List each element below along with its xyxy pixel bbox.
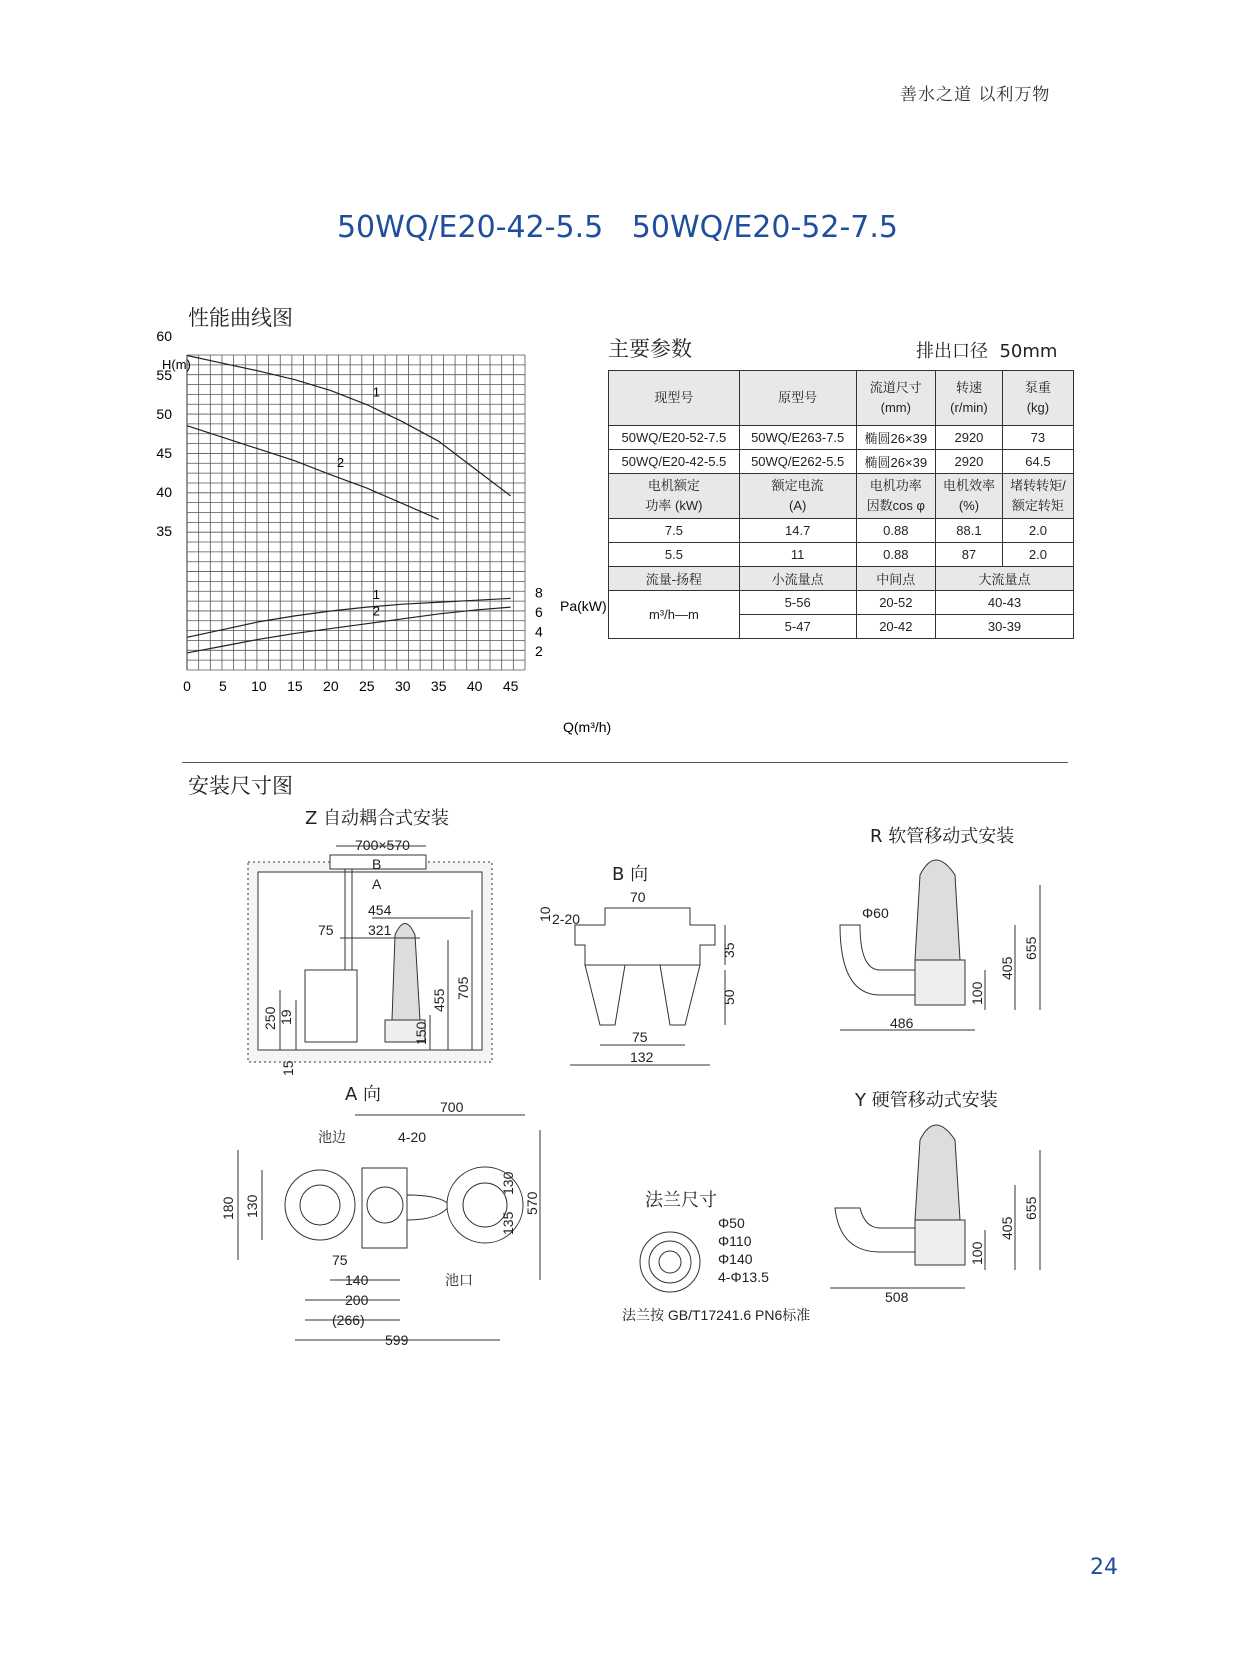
table-row (609, 519, 1074, 543)
drawing-a-title: A 向 (345, 1084, 382, 1105)
table-cell: 2920 (936, 426, 1003, 450)
dim-b-6: 132 (630, 1049, 654, 1065)
chart-curves (187, 356, 511, 653)
table-cell: 2920 (936, 450, 1003, 474)
dim-flange-3: 4-Φ13.5 (718, 1269, 769, 1285)
flange-title: 法兰尺寸 (645, 1190, 717, 1211)
table-header-row (609, 567, 1074, 591)
dim-a-11: (266) (332, 1312, 365, 1328)
params-table (608, 370, 1074, 639)
dim-r-4: 486 (890, 1015, 914, 1031)
drawing-y-title: Y 硬管移动式安装 (855, 1090, 998, 1111)
dim-z-11: 15 (280, 1060, 296, 1076)
table-cell: 0.88 (856, 543, 936, 567)
flow-axis-label: Q(m³/h) (563, 719, 612, 735)
power-curve-label-1: 1 (372, 587, 381, 603)
dim-a-4: 130 (244, 1194, 260, 1218)
dim-z-5: 75 (318, 922, 334, 938)
table-cell: 20-52 (856, 591, 936, 615)
table-cell: 40-43 (936, 591, 1074, 615)
x-tick-label: 10 (251, 678, 267, 694)
head-tick-label: 35 (156, 523, 172, 539)
table-cell: 11 (739, 543, 856, 567)
drawing-flange (622, 1190, 810, 1323)
dim-a-7: 570 (524, 1191, 540, 1215)
drawing-z-title: Z 自动耦合式安装 (305, 808, 450, 829)
head-curve-label-1: 1 (372, 384, 381, 400)
table-header-cell: 大流量点 (936, 567, 1074, 591)
page-number: 24 (1090, 1555, 1118, 1580)
table-cell: 30-39 (936, 615, 1074, 639)
dim-a-0: 700 (440, 1099, 464, 1115)
table-header-cell: 电机功率 因数cos φ (856, 474, 936, 519)
table-cell: 88.1 (936, 519, 1003, 543)
performance-chart (150, 328, 620, 740)
x-tick-label: 5 (219, 678, 227, 694)
dim-flange-2: Φ140 (718, 1251, 753, 1267)
dim-b-0: 10 (537, 906, 553, 922)
dim-r-2: 655 (1023, 936, 1039, 960)
table-row (609, 450, 1074, 474)
head-tick-label: 55 (156, 367, 172, 383)
dim-z-3: 454 (368, 902, 392, 918)
x-tick-label: 35 (430, 678, 447, 694)
table-header-cell: 转速 (r/min) (936, 371, 1003, 426)
dim-z-8: 150 (413, 1021, 429, 1045)
drawing-r (840, 826, 1040, 1031)
drawing-y (830, 1090, 1040, 1305)
installation-drawings (0, 800, 1235, 1360)
table-header-row (609, 474, 1074, 519)
x-tick-label: 0 (183, 678, 191, 694)
dim-a-9: 140 (345, 1272, 369, 1288)
table-header-cell: 电机效率 (%) (936, 474, 1003, 519)
table-header-cell: 泵重 (kg) (1002, 371, 1073, 426)
dim-y-3: 508 (885, 1289, 909, 1305)
dim-b-4: 50 (721, 989, 737, 1005)
head-curve-1 (187, 356, 511, 496)
drawing-z (248, 807, 492, 1076)
table-cell: 7.5 (609, 519, 740, 543)
table-cell: 20-42 (856, 615, 936, 639)
dim-z-7: 19 (278, 1009, 294, 1025)
head-curve-label-2: 2 (336, 454, 345, 470)
dim-a-5: 130 (500, 1171, 516, 1195)
head-tick-label: 45 (156, 445, 172, 461)
performance-curve-title: 性能曲线图 (188, 306, 293, 330)
table-cell: 5-56 (739, 591, 856, 615)
dim-r-1: 405 (999, 956, 1015, 980)
table-row (609, 591, 1074, 615)
dim-b-5: 75 (632, 1029, 648, 1045)
dim-z-4: 321 (368, 922, 392, 938)
x-tick-label: 20 (323, 678, 339, 694)
dim-a-10: 200 (345, 1292, 369, 1308)
dim-z-6: 250 (262, 1006, 278, 1030)
drawing-r-title: R 软管移动式安装 (870, 826, 1015, 847)
dim-z-10: 705 (455, 976, 471, 1000)
dim-z-1: B (372, 856, 382, 872)
dim-flange-1: Φ110 (718, 1233, 752, 1249)
table-cell: 椭圆26×39 (856, 450, 936, 474)
x-tick-label: 30 (394, 678, 411, 694)
table-cell: 2.0 (1002, 519, 1073, 543)
power-curve-label-2: 2 (372, 603, 381, 619)
dim-a-13: 池口 (445, 1272, 473, 1288)
table-cell: 5.5 (609, 543, 740, 567)
chart-grid (187, 355, 525, 670)
head-tick-label: 40 (156, 484, 172, 500)
table-cell: 64.5 (1002, 450, 1073, 474)
table-header-cell: 现型号 (609, 371, 740, 426)
dim-r-0: Φ60 (862, 905, 889, 921)
x-tick-label: 25 (358, 678, 375, 694)
table-header-row (609, 371, 1074, 426)
drawing-b-title: B 向 (612, 864, 649, 885)
dim-y-1: 655 (1023, 1196, 1039, 1220)
table-cell: 50WQ/E20-42-5.5 (609, 450, 740, 474)
x-tick-label: 45 (502, 678, 519, 694)
head-tick-label: 50 (156, 406, 172, 422)
drawing-a (220, 1084, 540, 1348)
table-cell: 73 (1002, 426, 1073, 450)
table-cell: 5-47 (739, 615, 856, 639)
page-title: 50WQ/E20-42-5.5 50WQ/E20-52-7.5 (336, 210, 899, 245)
x-tick-label: 40 (466, 678, 483, 694)
drawing-b (537, 864, 737, 1065)
power-tick-label: 4 (535, 623, 543, 640)
power-tick-label: 8 (535, 584, 543, 601)
dim-b-1: 2-20 (552, 911, 581, 927)
section-divider (182, 762, 1068, 763)
table-cell: 14.7 (739, 519, 856, 543)
dim-a-8: 75 (332, 1252, 348, 1268)
dim-y-0: 405 (999, 1216, 1015, 1240)
head-tick-label: 60 (156, 328, 172, 344)
table-cell: 50WQ/E262-5.5 (739, 450, 856, 474)
table-header-cell: 电机额定 功率 (kW) (609, 474, 740, 519)
table-cell: 2.0 (1002, 543, 1073, 567)
chart-ticks (156, 328, 543, 694)
head-axis-label: H(m) (162, 357, 191, 372)
outlet-diameter: 排出口径 50mm (916, 341, 1058, 362)
table-row (609, 426, 1074, 450)
x-tick-label: 15 (287, 678, 303, 694)
table-cell: 0.88 (856, 519, 936, 543)
dim-a-3: 180 (220, 1196, 236, 1220)
power-tick-label: 2 (535, 643, 543, 659)
flange-note: 法兰按 GB/T17241.6 PN6标准 (622, 1307, 811, 1323)
table-row (609, 543, 1074, 567)
slogan: 善水之道 以利万物 (900, 85, 1051, 105)
table-header-cell: 小流量点 (739, 567, 856, 591)
dim-b-2: 70 (630, 889, 646, 905)
dim-b-3: 35 (721, 942, 737, 958)
power-tick-label: 6 (535, 604, 543, 620)
dim-a-2: 4-20 (398, 1129, 427, 1145)
main-params-title: 主要参数 (608, 337, 692, 361)
installation-title: 安装尺寸图 (188, 774, 293, 798)
head-curve-2 (187, 426, 439, 520)
dim-z-2: A (372, 876, 382, 892)
dim-z-0: 700×570 (355, 837, 410, 853)
power-curve-2 (187, 607, 511, 653)
table-header-cell: 堵转转矩/ 额定转矩 (1002, 474, 1073, 519)
table-cell: m³/h—m (609, 591, 740, 639)
power-curve-1 (187, 598, 511, 637)
table-header-cell: 流道尺寸 (mm) (856, 371, 936, 426)
dim-a-12: 599 (385, 1332, 409, 1348)
table-header-cell: 原型号 (739, 371, 856, 426)
table-cell: 椭圆26×39 (856, 426, 936, 450)
table-header-cell: 中间点 (856, 567, 936, 591)
table-header-cell: 流量-扬程 (609, 567, 740, 591)
dim-a-6: 135 (500, 1211, 516, 1235)
table-cell: 87 (936, 543, 1003, 567)
dim-y-2: 100 (969, 1241, 985, 1265)
table-header-cell: 额定电流 (A) (739, 474, 856, 519)
dim-a-1: 池边 (318, 1129, 346, 1145)
power-axis-label: Pa(kW) (560, 598, 607, 614)
dim-r-3: 100 (969, 981, 985, 1005)
dim-flange-0: Φ50 (718, 1215, 745, 1231)
dim-z-9: 455 (431, 988, 447, 1012)
table-cell: 50WQ/E20-52-7.5 (609, 426, 740, 450)
table-cell: 50WQ/E263-7.5 (739, 426, 856, 450)
